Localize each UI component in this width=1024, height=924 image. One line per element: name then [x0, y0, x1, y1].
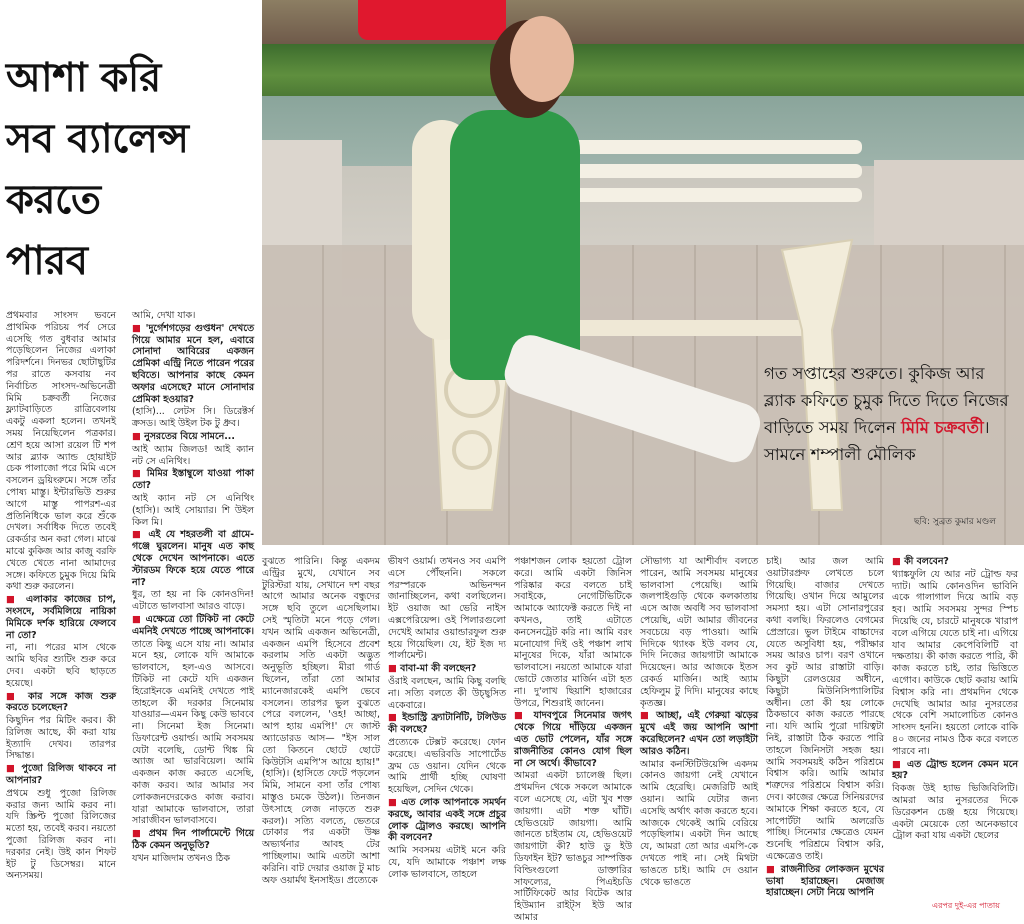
interview-paragraph: ভীষণ ওয়ার্ম। তখনও সব এমপি এসে পৌঁছননি। সকলে পরস্পরকে অভিনন্দন জানাচ্ছিলেন, কথা বলছিলেন। ইট ওয়াজ আ ভেরি নাইস এক্সপেরিয়েন্স। ওই পিলারগুলো দেখেই আমার ওয়ান্ডারফুল শুরু হয়ে গিয়েছিল। যে, ইট ইজ দ্য পার্লামেন্ট। — [388, 556, 506, 662]
interview-paragraph: যখন মাজিদাম তখনও ঠিক — [132, 852, 230, 864]
interview-paragraph: বিকজ উই হ্যাভ ভিজিবিলিটি। আমরা আর নুসরতের দিকে ডিরেকশন চেঞ্জ হয়ে গিয়েছে। একটা মেয়েকে তো অনেকভাবে ট্রোল করা যায় একটা ছেলের — [892, 783, 1018, 842]
interview-paragraph: আমি সবসময় এটাই মনে করি যে, যদি আমাকে পঞ্চাশ লক্ষ লোক ভালবাসে, তাহলে — [388, 845, 506, 880]
interview-question: ■ যাদবপুরে সিনেমার জগৎ থেকে গিয়ে দাঁড়িয়ে একজন এত ভোট পেলেন, যাঁর সঙ্গে রাজনীতির কোনও যোগ ছিল না সে অর্থে। কীভাবে? — [514, 710, 632, 769]
interview-question: ■ নুসরতের বিয়ে সামনে... — [132, 431, 254, 443]
photo-hedge — [262, 44, 1024, 96]
interview-paragraph: আমি, দেখা যাক। — [132, 310, 196, 321]
photo-subject-head — [510, 16, 574, 102]
column-4 — [388, 556, 506, 906]
interview-question: ■ পুজো রিলিজ থাকবে না আপনার? — [6, 763, 116, 787]
interview-question: ■ 'দুর্গেশগড়ের গুপ্তধন' দেখতে গিয়ে আমার মনে হল, এবারে সোনাদা আবিরের একজন প্রেমিকা এন্ট্রি নিতে পারেন পরের ছবিতে। আপনার কাছে কেমন অফার এসেছে? মানে সোনাদার প্রেমিকা হওয়ার? — [132, 323, 254, 406]
continued-footer: এরপর দুই-এর পাতায় — [932, 901, 1000, 910]
photo-credit: ছবি: সুব্রত কুমার মণ্ডল — [914, 517, 996, 527]
interview-paragraph: প্রথমে শুধু পুজো রিলিজ করার জন্য আমি করব না। যদি স্ক্রিপ্ট পুজো রিলিজের মতো হয়, তবেই করব। নয়তো পুজো রিলিজ করব না। দরকার নেই। উই কান শিফট ইট টু ডিসেম্বর। মানে অন্যসময়। — [6, 787, 116, 882]
interview-paragraph: তাতে কিছু এসে যায় না। আমার মনে হয়, লোকে যদি আমাকে ভালবাসে, হল-এও আসবে। টিকিট না কেটে যদি একজন হিরোইনকে এমনিই দেখতে পাই তাহলে কী দরকার সিনেমায় যাওয়ার—এমন কিছু কেউ ভাববে না। সিনেমা ইজ সিনেমা। ডিফারেন্ট ওয়ার্ল্ড। আমি সবসময় যেটা বলেছি, ডোন্ট থিঙ্ক মি অ্যাজ আ ভারবিয়েল। আমি একজন কাজ করতে এসেছি, কাজ করব। আর আমার সব লোকজনদেরকেও কাজ করাব। যারা আমাকে ভালবাসে, তারা সারাজীবন ভালবাসবে। — [132, 638, 254, 827]
interview-question: ■ ইন্ডাস্ট্রি ফ্র্যাটার্নিটি, টলিউড কী বলছে? — [388, 712, 506, 736]
interview-question: ■ এত ট্রোল্ড হলেন কেমন মনে হয়? — [892, 759, 1018, 783]
column-8 — [892, 556, 1018, 896]
interview-paragraph: কিছুদিন পর মিটিং করব। কী রিলিজ আছে, কী করা যায় ইত্যাদি দেখব। তারপর সিদ্ধান্ত। — [6, 715, 116, 762]
headline-line-3: করতে — [6, 177, 101, 223]
interview-question: ■ এলাকার কাজের চাপ, সংসদে, সর্বমিলিয়ে নায়িকা মিমিকে দর্শক হারিয়ে ফেলবে না তো? — [6, 594, 116, 641]
interview-question: ■ কী বলবেন? — [892, 556, 1018, 568]
interview-paragraph: থ্যাঙ্কফুলি যে আর নট ট্রোল্ড ফর দ্যাট। আমি কোনওদিন ভাবিনি একে গালাগাল দিয়ে আমি বড় হব। আমি সবসময় সুন্দর স্পিচ দিয়েছি যে, চারটে মানুষকে খারাপ বলে এগিয়ে যেতে চাই না। এগিয়ে যাব আমার কেপেবিলিটি বা দক্ষতায়। কী কাজ করতে পারি, কী কাজ করতে চাই, তার ভিত্তিতে এগোব। কাউকে ছোট করায় আমি বিশ্বাস করি না। প্রথমদিন থেকে দেখেছি আমার আর নুসরতের থেকে বেশি সমালোচিত কোনও সাংসদ হননি। হয়তো লোকে বাকি ৪০ জনের নামও ঠিক করে বলতে পারবে না। — [892, 568, 1018, 757]
interview-paragraph: ধুর, তা হয় না কি কোনওদিন! এটাতে ভালবাসা আরও বাড়ে। — [132, 589, 254, 613]
headline-line-2: সব ব্যালেন্স — [6, 116, 189, 162]
caption-before: গত সপ্তাহের শুরুতে। কুকিজ আর ব্ল্যাক কফিতে চুমুক দিতে দিতে নিজের বাড়িতে সময় দিলেন — [764, 364, 1009, 437]
interview-paragraph: প্রথমবার সাংসদ ভবনে প্রাথমিক পরিচয় পর্ব সেরে এসেছি গত বুধবার আমার পড়েছিলেন নিজের এলাকা পরিদর্শনে। দিনভর ছোটাছুটির পর রাতে কসবায় নব নির্বাচিত সাংসদ-অভিনেত্রী মিমি চক্রবর্তী নিজের ফ্ল্যাটবাড়িতে রাত্রিবেলায় একটু একলা হলেন। তখনই সময় নিয়েছিলেন পত্রকার। শ্রেণ হয়ে আসা রয়েল টি শপ আর ব্ল্যাক অ্যান্ড হোয়াইট চেক পালাজো পরে মিমি এসে বসলেন ড্রয়িংরুমে। সঙ্গে তাঁর পোষ্য মাস্তু। ইন্টারভিউ শুরুর আগে মাস্তু পাপরশ-এর প্রতিনিধিকে ভাল করে শুঁকে দেখল। সর্বাধিক দিতে তবেই রেকর্ডার অন করা গেল। মাঝে মাঝে কুকিজ আর কাজু বরফি খেতে খেতে নানা আমাদের সঙ্গে। কফিতে চুমুক দিয়ে মিমি কথা শুরু করলেন। — [6, 310, 116, 593]
caption-after: । সামনে শম্পালী মৌলিক — [764, 418, 990, 464]
interview-paragraph: আমার কনস্টিটিউয়েন্সি একদম কোনও জায়গা নেই যেখানে আমি হেরেছি। মেজরিটি আই ওয়ান। আমি যেটার জন্য এসেছি অর্থাৎ কাজ করতে হবে। আজকে থেকেই আমি বেরিয়ে পড়েছিলাম। একটা দিন আছে যে, আমরা তো আর এমপি-কে দেখতে পাই না। সেই মিথটা ভাঙতে চাই। আমি দে ওয়ান থেকে ভাঙতে — [640, 758, 758, 888]
interview-paragraph: ওঁরাই বলছেন, আমি কিছু বলছি না। সত্যি বলতে কী উচ্ছ্বসিত একেবারে। — [388, 675, 506, 711]
column-7 — [766, 556, 884, 906]
interview-paragraph: সৌভাগ্য যা আশীর্বাদ বলতে পারেন, আমি সবসময় মানুষের ভালবাসা পেয়েছি। আমি জলপাইগুড়ি থেকে কলকাতায় এসে আজ অবধি সব ভালবাসা পেয়েছি, এটা আমার জীবনের সবচেয়ে বড় পাওয়া। আমি দিদিকে থ্যাংক ইউ বলব যে, দিদি নিজের জায়গাটা আমাকে দিয়েছেন। আর আজকে ইতস রেকর্ড মার্জিন। আই অ্যাম হেফিলুম টু দিদি। মানুষের কাছে কৃতজ্ঞ। — [640, 556, 758, 709]
column-1 — [6, 310, 116, 908]
interview-question: ■ এই যে শহরতলী বা গ্রামে-গঞ্জে ঘুরলেন। মানুষ এত কাছ থেকে দেখেন আপনাকে। এতে স্টারডম ফিকে হয়ে যেতে পারে না? — [132, 529, 254, 588]
interview-paragraph: আই ক্যান নট সে এনিথিং (হাসি)। আই সোয়্যার। শি উইল কিল মি। — [132, 492, 254, 528]
column-2 — [132, 310, 254, 908]
column-5 — [514, 556, 632, 923]
interview-question: ■ মিমির ইস্তাম্বুলে যাওয়া পাকা তো? — [132, 468, 254, 492]
interview-question: ■ কার সঙ্গে কাজ শুরু করতে চলেছেন? — [6, 691, 116, 715]
brand-logo — [358, 0, 506, 40]
photo-subject-dress — [450, 110, 580, 380]
interview-question: ■ প্রথম দিন পার্লামেন্টে গিয়ে ঠিক কেমন অনুভূতি? — [132, 828, 254, 852]
interview-paragraph: আমরা একটা চ্যালেঞ্জ ছিল। প্রথমদিন থেকে সকলে আমাকে বলে এসেছে যে, এটা খুব শক্ত জায়গা। এটা শক্ত ঘাঁটি। হেভিওয়েট জায়গা। আমি জানতে চাইতাম যে, হেভিওয়েট জায়গাটা কী? হাউ ডু ইউ ডিফাইন ইট? ভাঙচুর সাম্পত্তিক বিল্ডিংগুলো ডাক্তারির সাফল্যের, পিএইচডি সার্টিফিকেট আর বিটেক আর হিউম্যান রাইট্স ইউ আর আমার — [514, 770, 632, 923]
headline-line-1: আশা করি — [6, 55, 161, 101]
interview-question: ■ এত লোক আপনাকে সমর্থন করছে, আবার একই সঙ্গে প্রচুর লোক ট্রোলও করছে। আপনি কী বলবেন? — [388, 797, 506, 844]
interview-paragraph: পঞ্চাশজন লোক হয়তো ট্রোল করে। আমি একটা জিনিস পরিষ্কার করে বলতে চাই সবাইকে, নেগেটিভিটিকে আমাকে অ্যাফেক্ট করতে দিই না কখনও, তাই এটাতে কনসেনট্রেট করি না। আমি বরং মনোযোগ দিই ওই পঞ্চাশ লাখ মানুষের দিকে, যাঁরা আমাকে ভালবাসে। নয়তো আমাকে যারা ভোটে জেতার মার্জিন এটা হত না। দু'লাখ ছিয়াশি হাজারের উপরে, শিশুরাই জানেন। — [514, 556, 632, 709]
interview-question: ■ রাজনীতির লোকজন মুখের ভাষা হারাচ্ছেন। মেজাজ হারাচ্ছেন। সেটা নিয়ে আপনি — [766, 864, 884, 899]
photo-caption — [764, 360, 1014, 468]
headline — [6, 48, 258, 292]
interview-question: ■ বাবা-মা কী বলছেন? — [388, 663, 506, 675]
interview-paragraph: না, না। পরের মাস থেকে আমি ছবির শ্যুটিং শুরু করে দেব। একটা ছবি ছাড়তে হয়েছে। — [6, 642, 116, 689]
interview-question: ■ আচ্ছা, এই গেরুয়া ঝড়ের মুখে এই জয় আপনি আশা করেছিলেন? এখন তো লড়াইটা আরও কঠিন। — [640, 710, 758, 757]
caption-name: মিমি চক্রবর্তী — [901, 418, 984, 437]
column-6 — [640, 556, 758, 906]
interview-paragraph: বুঝতে পারিনি। কিন্তু একদম এন্ট্রির মুখে, যেখানে সব টুরিস্টরা যায়, সেখানে দশ বছর আগে আমার অনেক বন্ধুদের সঙ্গে ছবি তুলে এসেছিলাম। সেই স্মৃতিটা মনে পড়ে গেল। যখন আমি একজন অভিনেত্রী, একজন এমপি হিসেবে প্রবেশ করলাম সতি একটা অদ্ভুত অনুভূতি হচ্ছিল। মীরা গার্ড ছিলেন, তাঁরা তো আমার ম্যানেজারকেই এমপি ভেবে বসলেন। তারপর ভুল বুঝতে পেরে বললেন, 'ওহ! আচ্ছা, আপ হ্যায় এমপি!' দে জাস্ট অ্যাডোরড আস— "ইস সাল তো কিতনে ছোটে ছোটে কিউটসি এমপি'স আয়ে হ্যায়!" (হাসি)। (হাসিতে ফেটে পড়লেন মিমি, সামনে বসা তাঁর পোষ্য মাস্তুও চমকে উঠল)। তিনজন উৎসাহে লেজ নাড়তে শুরু করল)। সত্যি বলতে, ভেতরে ঢোকার পর একটা উষ্ণ অভ্যর্থনার আবহ টের পাচ্ছিলাম। আমি এতটা আশা করিনি। বাট দেয়ার ওয়াজ টু মাচ অফ ওয়ার্মথ ইনসাইড। প্রত্যেকে — [262, 556, 380, 886]
interview-paragraph: চাই। আর জল আমি ওয়াটারপ্রুফ লেখতে চলে গিয়েছি। বাজার দেখতে গিয়েছি। ওখান দিয়ে আমুলের সমস্যা হয়। এটা সোনারপুরের কথা বলছি। ফিরলেও বেগমের প্রেস্রারে। ভুল টাইমে বাচ্চাদের যেতে অসুবিধা হয়, পরীক্ষার সময় আরও চাপ। বরণ ওখানে সব কুট আর রাস্তাটা বাড়ি। কিছুটা রেলওয়ের অধীনে, কিছুটা মিউনিসিপ্যালিটির অধীন। তো কী হয় লোকে ঠিকভাবে কাজ করতে পারছে না। যদি আমি পুরো দায়িত্বটা নিই, রাস্তাটা ঠিক করতে পারি তাহলে জিনিসটা সহজ হয়। আমি সবসময়ই কঠিন পরিশ্রমে বিশ্বাস করি। আমি আমার শত্রুদের পরিশ্রমে বিশ্বাস করি। দেব। কাজের ক্ষেত্রে সিনিয়রদের আমাকে শিক্ষা করতে হবে, যে সাপোর্টটা আমি অলরেডি পাচ্ছি। সিনেমার ক্ষেত্রেও যেমন শুনেছি পরিশ্রমে বিশ্বাস করি, এক্ষেত্রেও তাই। — [766, 556, 884, 862]
interview-paragraph: (হাসি)... লেটস সি। ডিরেক্টর্স ক্রসড। আই উইল টক টু ধ্রুব। — [132, 406, 254, 430]
headline-line-4: পারব — [6, 238, 88, 284]
column-3 — [262, 556, 380, 906]
interview-question: ■ এক্ষেত্রে তো টিকিট না কেটে এমনিই দেখতে পাচ্ছে আপনাকে। — [132, 614, 254, 638]
interview-paragraph: আই অ্যাম জিলড! আই ক্যান নট সে এনিথিং। — [132, 443, 254, 467]
interview-paragraph: প্রত্যেকে টেক্সট করেছে। ফোন করেছে। এভরিবডি সাপোর্টেড ফ্রম ডে ওয়ান। যেদিন থেকে আমি প্রার্থী হচ্ছি ঘোষণা হয়েছিল, সেদিন থেকে। — [388, 736, 506, 796]
